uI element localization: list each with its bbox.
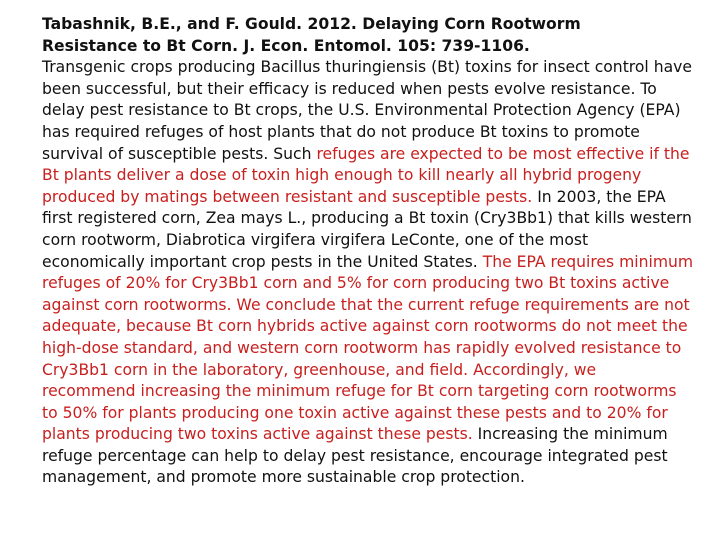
citation-line-1: Tabashnik, B.E., and F. Gould. 2012. Delaying Corn Rootworm: [42, 15, 581, 33]
citation: [42, 14, 694, 57]
abstract-highlight-refuge-recommendation: The EPA requires minimum refuges of 20% for Cry3Bb1 corn and 5% for corn producing two Bt toxins active against corn rootworms. We conclude that the current refuge requirements are not adequate, because Bt corn hybrids active against corn rootworms do not meet the high-dose standard, and western corn rootworm has rapidly evolved resistance to Cry3Bb1 corn in the laboratory, greenhouse, and field. Accordingly, we recommend increasing the minimum refuge for Bt corn targeting corn rootworms to 50% for plants producing one toxin active against these pests and to 20% for plants producing two toxins active against these pests.: [42, 252, 694, 444]
abstract-registration-text: In 2003, the EPA first registered corn, Zea mays L., producing a Bt toxin (Cry3Bb1) that kills western corn rootworm, Diabrotica virgifera virgifera LeConte, one of the most economically important crop pests in the United States.: [42, 187, 692, 271]
citation-line-2: Resistance to Bt Corn. J. Econ. Entomol. 105: 739-1106.: [42, 36, 530, 55]
abstract-paragraph: [42, 57, 694, 489]
document-slide: [42, 14, 694, 489]
abstract-highlight-high-dose: refuges are expected to be most effective if the Bt plants deliver a dose of toxin high enough to kill nearly all hybrid progeny produced by matings between resistant and susceptible pests.: [42, 144, 690, 206]
abstract-intro-text: Transgenic crops producing Bacillus thuringiensis (Bt) toxins for insect control have been successful, but their efficacy is reduced when pests evolve resistance. To delay pest resistance to Bt crops, the U.S. Environmental Protection Agency (EPA) has required refuges of host plants that do not produce Bt toxins to promote survival of susceptible pests. Such: [42, 58, 692, 163]
abstract-conclusion-text: Increasing the minimum refuge percentage can help to delay pest resistance, encourage integrated pest management, and promote more sustainable crop protection.: [42, 425, 668, 487]
